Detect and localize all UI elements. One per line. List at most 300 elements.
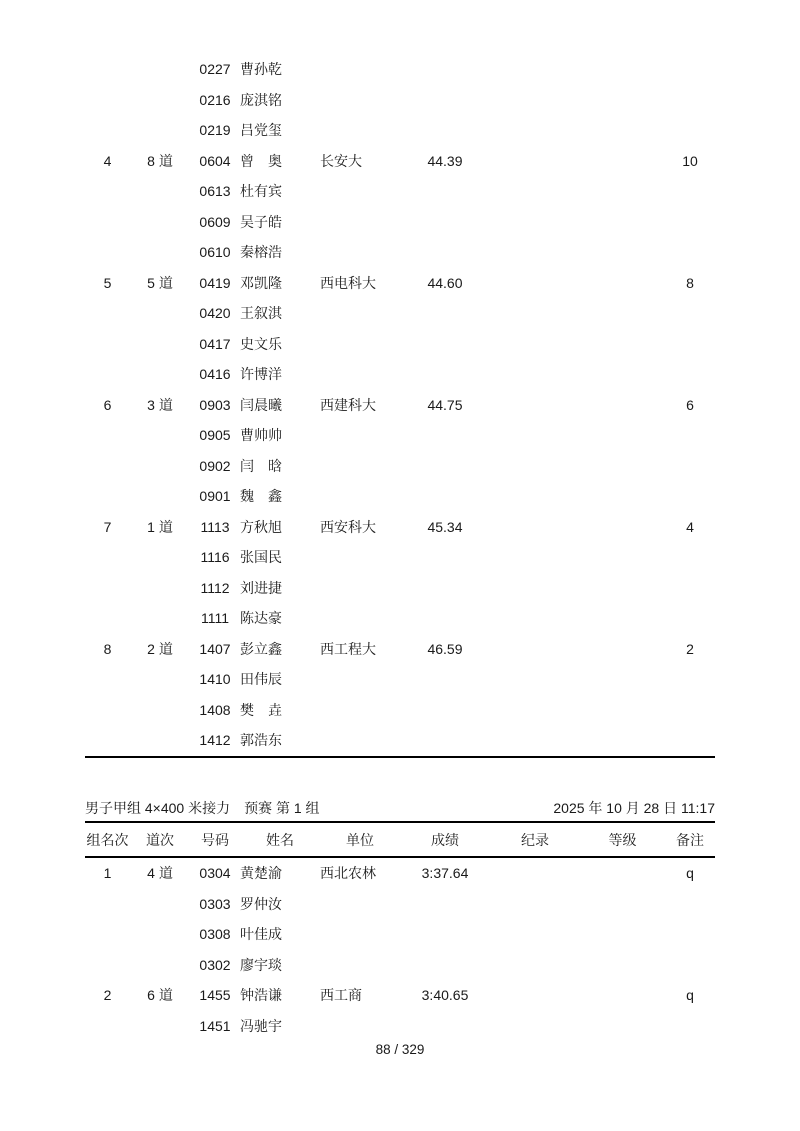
cell-unit (320, 237, 400, 268)
cell-rank (85, 1011, 130, 1042)
cell-name: 陈达豪 (240, 610, 282, 627)
group1-header-row (85, 823, 715, 857)
cell-remark (665, 420, 715, 451)
cell-remark (665, 695, 715, 726)
page-number-indicator: 88 / 329 (375, 1042, 425, 1057)
group1-results-table (85, 823, 715, 1041)
table-row (85, 512, 715, 543)
cell-remark: 2 (686, 640, 694, 657)
cell-name: 钟浩谦 (240, 987, 282, 1004)
cell-name: 闫 晗 (240, 457, 282, 474)
cell-bib: 0416 (199, 366, 231, 383)
cell-score (400, 481, 490, 512)
cell-unit (320, 725, 400, 757)
cell-grade (580, 1011, 665, 1042)
cell-record (490, 634, 580, 665)
table-row (85, 857, 715, 889)
header-grade: 等级 (580, 823, 665, 857)
cell-rank (85, 542, 130, 573)
cell-score (400, 176, 490, 207)
cell-grade (580, 695, 665, 726)
cell-grade (580, 298, 665, 329)
cell-score (400, 695, 490, 726)
cell-unit (320, 329, 400, 360)
cell-grade (580, 889, 665, 920)
cell-remark (665, 603, 715, 634)
cell-bib: 1408 (199, 701, 231, 718)
cell-score (400, 207, 490, 238)
cell-lane (130, 176, 190, 207)
cell-grade (580, 54, 665, 85)
cell-record (490, 857, 580, 889)
cell-grade (580, 207, 665, 238)
cell-grade (580, 359, 665, 390)
cell-name: 彭立鑫 (240, 640, 282, 657)
cell-bib: 1451 (199, 1017, 231, 1034)
cell-grade (580, 115, 665, 146)
cell-grade (580, 664, 665, 695)
table-row (85, 451, 715, 482)
cell-record (490, 54, 580, 85)
cell-record (490, 919, 580, 950)
cell-bib: 1407 (199, 640, 231, 657)
group1-results-body (85, 857, 715, 1041)
cell-rank (85, 54, 130, 85)
cell-unit (320, 664, 400, 695)
table-row (85, 481, 715, 512)
cell-score (400, 919, 490, 950)
cell-lane (130, 115, 190, 146)
cell-grade (580, 451, 665, 482)
cell-score (400, 603, 490, 634)
cell-record (490, 268, 580, 299)
cell-rank: 6 (103, 396, 112, 413)
cell-bib: 0419 (199, 274, 231, 291)
cell-record (490, 176, 580, 207)
cell-lane (130, 85, 190, 116)
cell-unit (320, 176, 400, 207)
cell-remark (665, 237, 715, 268)
cell-lane: 4 道 (147, 865, 173, 882)
cell-grade (580, 390, 665, 421)
cell-lane: 8 道 (147, 152, 173, 169)
cell-remark: q (686, 987, 694, 1004)
cell-score: 3:40.65 (421, 987, 469, 1004)
cell-bib: 0302 (199, 956, 231, 973)
cell-record (490, 512, 580, 543)
cell-record (490, 390, 580, 421)
cell-remark (665, 115, 715, 146)
cell-remark (665, 451, 715, 482)
cell-name: 冯驰宇 (240, 1017, 282, 1034)
cell-remark (665, 919, 715, 950)
table-row (85, 237, 715, 268)
cell-remark (665, 298, 715, 329)
cell-score: 46.59 (427, 640, 463, 657)
cell-unit: 长安大 (320, 152, 362, 169)
cell-rank (85, 695, 130, 726)
cell-name: 方秋旭 (240, 518, 282, 535)
cell-name: 史文乐 (240, 335, 282, 352)
cell-record (490, 146, 580, 177)
cell-rank: 4 (103, 152, 112, 169)
cell-lane (130, 664, 190, 695)
cell-remark (665, 542, 715, 573)
cell-name: 邓凯隆 (240, 274, 282, 291)
cell-lane (130, 481, 190, 512)
cell-record (490, 451, 580, 482)
cell-rank (85, 725, 130, 757)
cell-bib: 1412 (199, 732, 231, 749)
cell-name: 魏 鑫 (240, 488, 282, 505)
cell-bib: 0304 (199, 865, 231, 882)
cell-record (490, 237, 580, 268)
cell-remark (665, 85, 715, 116)
cell-bib: 0308 (199, 926, 231, 943)
table-row (85, 980, 715, 1011)
cell-bib: 0303 (199, 895, 231, 912)
cell-rank (85, 176, 130, 207)
header-unit: 单位 (320, 823, 400, 857)
cell-record (490, 329, 580, 360)
cell-bib: 1410 (199, 671, 231, 688)
cell-lane (130, 919, 190, 950)
cell-unit (320, 1011, 400, 1042)
table-row (85, 207, 715, 238)
table-row (85, 695, 715, 726)
cell-score (400, 664, 490, 695)
cell-unit (320, 481, 400, 512)
cell-record (490, 359, 580, 390)
cell-grade (580, 634, 665, 665)
cell-rank (85, 451, 130, 482)
cell-rank: 1 (103, 865, 112, 882)
cell-remark (665, 1011, 715, 1042)
cell-lane (130, 695, 190, 726)
cell-rank (85, 237, 130, 268)
cell-lane (130, 950, 190, 981)
header-bib: 号码 (190, 823, 240, 857)
cell-rank: 5 (103, 274, 112, 291)
cell-rank: 2 (103, 987, 112, 1004)
cell-rank (85, 420, 130, 451)
cell-remark: 8 (686, 274, 694, 291)
table-row (85, 634, 715, 665)
cell-record (490, 573, 580, 604)
cell-lane: 2 道 (147, 640, 173, 657)
cell-record (490, 950, 580, 981)
table-row (85, 390, 715, 421)
cell-unit (320, 54, 400, 85)
cell-bib: 0227 (199, 61, 231, 78)
cell-remark (665, 359, 715, 390)
cell-record (490, 298, 580, 329)
cell-remark (665, 54, 715, 85)
cell-bib: 0610 (199, 244, 231, 261)
cell-unit (320, 359, 400, 390)
event-section-header (85, 794, 715, 823)
cell-bib: 0609 (199, 213, 231, 230)
cell-bib: 1113 (200, 518, 230, 535)
cell-lane (130, 54, 190, 85)
cell-rank (85, 298, 130, 329)
cell-rank (85, 573, 130, 604)
table-row (85, 1011, 715, 1042)
cell-remark (665, 207, 715, 238)
cell-score (400, 298, 490, 329)
cell-name: 秦榕浩 (240, 244, 282, 261)
cell-name: 许博洋 (240, 366, 282, 383)
cell-grade (580, 919, 665, 950)
cell-score (400, 115, 490, 146)
cell-score (400, 451, 490, 482)
cell-grade (580, 85, 665, 116)
cell-lane (130, 573, 190, 604)
cell-rank (85, 603, 130, 634)
cell-remark: 10 (682, 152, 698, 169)
cell-bib: 0905 (199, 427, 231, 444)
cell-record (490, 664, 580, 695)
table-row (85, 146, 715, 177)
cell-score: 44.60 (427, 274, 463, 291)
cell-score (400, 359, 490, 390)
table-row (85, 889, 715, 920)
cell-bib: 0219 (199, 122, 231, 139)
cell-bib: 0417 (199, 335, 231, 352)
cell-unit: 西工程大 (320, 640, 376, 657)
cell-unit (320, 451, 400, 482)
table-row (85, 115, 715, 146)
cell-unit (320, 207, 400, 238)
cell-lane (130, 298, 190, 329)
cell-record (490, 695, 580, 726)
cell-name: 曹帅帅 (240, 427, 282, 444)
table-header-row (85, 823, 715, 857)
cell-name: 庞淇铭 (240, 91, 282, 108)
cell-bib: 0903 (199, 396, 231, 413)
table-row (85, 950, 715, 981)
cell-name: 吴子皓 (240, 213, 282, 230)
cell-grade (580, 857, 665, 889)
cell-lane (130, 359, 190, 390)
cell-score (400, 237, 490, 268)
cell-remark: 6 (686, 396, 694, 413)
cell-name: 王叙淇 (240, 305, 282, 322)
cell-unit: 西工商 (320, 987, 362, 1004)
cell-record (490, 725, 580, 757)
cell-lane (130, 725, 190, 757)
cell-rank (85, 359, 130, 390)
cell-name: 闫晨曦 (240, 396, 282, 413)
cell-remark (665, 889, 715, 920)
cell-bib: 0613 (199, 183, 231, 200)
cell-score: 45.34 (427, 518, 463, 535)
cell-unit (320, 889, 400, 920)
cell-grade (580, 268, 665, 299)
header-score: 成绩 (400, 823, 490, 857)
cell-remark (665, 481, 715, 512)
cell-unit (320, 919, 400, 950)
cell-unit: 西北农林 (320, 865, 376, 882)
cell-rank (85, 889, 130, 920)
cell-name: 曾 奥 (240, 152, 282, 169)
cell-grade (580, 725, 665, 757)
cell-name: 黄楚渝 (240, 865, 282, 882)
table-row (85, 359, 715, 390)
cell-record (490, 889, 580, 920)
cell-name: 郭浩东 (240, 732, 282, 749)
cell-remark (665, 329, 715, 360)
cell-rank: 7 (103, 518, 112, 535)
cell-lane: 5 道 (147, 274, 173, 291)
cell-record (490, 542, 580, 573)
cell-unit (320, 85, 400, 116)
cell-score (400, 573, 490, 604)
table-row (85, 542, 715, 573)
cell-rank (85, 85, 130, 116)
cell-lane (130, 889, 190, 920)
cell-name: 曹孙乾 (240, 61, 282, 78)
cell-grade (580, 481, 665, 512)
cell-name: 杜有宾 (240, 183, 282, 200)
cell-unit (320, 298, 400, 329)
cell-bib: 1455 (199, 987, 231, 1004)
table-row (85, 54, 715, 85)
cell-unit (320, 420, 400, 451)
cell-name: 廖宇琰 (240, 956, 282, 973)
cell-unit (320, 695, 400, 726)
cell-record (490, 207, 580, 238)
cell-score: 44.75 (427, 396, 463, 413)
table-row (85, 603, 715, 634)
cell-score (400, 329, 490, 360)
cell-grade (580, 950, 665, 981)
top-results-table (85, 54, 715, 758)
cell-remark: 4 (686, 518, 694, 535)
cell-bib: 1116 (200, 549, 230, 566)
cell-unit (320, 573, 400, 604)
cell-score (400, 85, 490, 116)
cell-grade (580, 329, 665, 360)
cell-lane (130, 420, 190, 451)
cell-grade (580, 512, 665, 543)
cell-unit: 西电科大 (320, 274, 376, 291)
cell-unit (320, 115, 400, 146)
cell-unit: 西安科大 (320, 518, 376, 535)
cell-bib: 1112 (200, 579, 230, 596)
cell-bib: 0902 (199, 457, 231, 474)
header-record: 纪录 (490, 823, 580, 857)
top-results-body (85, 54, 715, 757)
cell-remark: q (686, 865, 694, 882)
cell-rank (85, 207, 130, 238)
cell-grade (580, 542, 665, 573)
header-remark: 备注 (665, 823, 715, 857)
cell-score (400, 542, 490, 573)
table-row (85, 329, 715, 360)
cell-lane (130, 451, 190, 482)
cell-lane (130, 329, 190, 360)
cell-name: 田伟辰 (240, 671, 282, 688)
cell-record (490, 603, 580, 634)
cell-bib: 1111 (200, 610, 230, 627)
cell-remark (665, 725, 715, 757)
cell-score (400, 54, 490, 85)
table-row (85, 176, 715, 207)
cell-record (490, 115, 580, 146)
cell-grade (580, 420, 665, 451)
cell-unit: 西建科大 (320, 396, 376, 413)
cell-remark (665, 176, 715, 207)
cell-lane (130, 1011, 190, 1042)
header-lane: 道次 (130, 823, 190, 857)
cell-score (400, 950, 490, 981)
cell-remark (665, 664, 715, 695)
cell-record (490, 980, 580, 1011)
cell-rank: 8 (103, 640, 112, 657)
cell-lane: 3 道 (147, 396, 173, 413)
header-rank: 组名次 (85, 823, 130, 857)
cell-lane (130, 603, 190, 634)
cell-unit (320, 542, 400, 573)
cell-lane (130, 237, 190, 268)
cell-unit (320, 950, 400, 981)
cell-score: 44.39 (427, 152, 463, 169)
cell-rank (85, 664, 130, 695)
cell-record (490, 420, 580, 451)
cell-rank (85, 481, 130, 512)
cell-name: 叶佳成 (240, 926, 282, 943)
cell-lane: 6 道 (147, 987, 173, 1004)
cell-bib: 0216 (199, 91, 231, 108)
cell-grade (580, 980, 665, 1011)
cell-remark (665, 950, 715, 981)
event-datetime: 2025 年 10 月 28 日 11:17 (553, 799, 715, 816)
event-title: 男子甲组 4×400 米接力 预赛 第 1 组 (85, 799, 320, 816)
cell-grade (580, 176, 665, 207)
table-row (85, 725, 715, 757)
cell-record (490, 1011, 580, 1042)
cell-score (400, 889, 490, 920)
cell-bib: 0420 (199, 305, 231, 322)
cell-name: 刘进捷 (240, 579, 282, 596)
cell-rank (85, 919, 130, 950)
table-row (85, 664, 715, 695)
cell-rank (85, 329, 130, 360)
table-row (85, 573, 715, 604)
table-row (85, 85, 715, 116)
header-name: 姓名 (240, 823, 320, 857)
cell-lane: 1 道 (147, 518, 173, 535)
cell-record (490, 85, 580, 116)
cell-score (400, 725, 490, 757)
cell-bib: 0901 (199, 488, 231, 505)
table-row (85, 919, 715, 950)
cell-grade (580, 146, 665, 177)
cell-name: 吕党玺 (240, 122, 282, 139)
cell-score: 3:37.64 (421, 865, 469, 882)
cell-name: 张国民 (240, 549, 282, 566)
cell-record (490, 481, 580, 512)
cell-rank (85, 115, 130, 146)
cell-remark (665, 573, 715, 604)
table-row (85, 420, 715, 451)
cell-score (400, 1011, 490, 1042)
cell-name: 樊 垚 (240, 701, 282, 718)
table-row (85, 268, 715, 299)
cell-lane (130, 542, 190, 573)
cell-grade (580, 573, 665, 604)
